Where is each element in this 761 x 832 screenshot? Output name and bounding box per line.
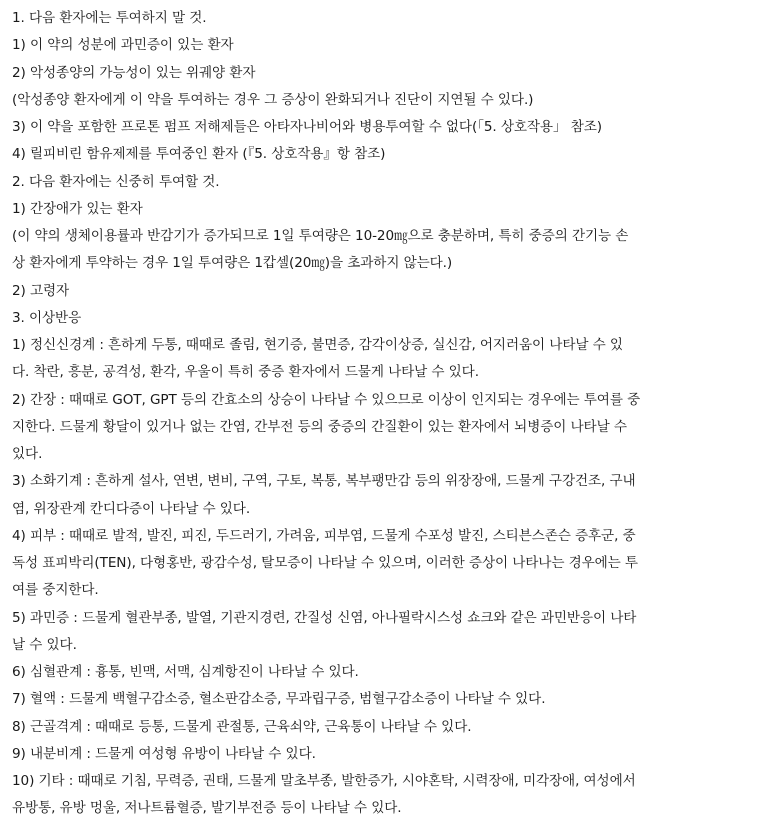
- text-line: 다. 착란, 흥분, 공격성, 환각, 우울이 특히 중증 환자에서 드물게 나타날 수 있다.: [12, 364, 479, 381]
- text-line: 날 수 있다.: [12, 636, 77, 653]
- text-line: 1) 정신신경계 : 흔하게 두통, 때때로 졸림, 현기증, 불면증, 감각이상증, 실신감, 어지러움이 나타날 수 있: [12, 337, 623, 353]
- text-line: 상 환자에게 투약하는 경우 1일 투여량은 1캅셀(20㎎)을 초과하지 않는다.): [12, 255, 453, 272]
- text-line: 3. 이상반응: [12, 309, 82, 326]
- text-line: (악성종양 환자에게 이 약을 투여하는 경우 그 증상이 완화되거나 진단이 지연될 수 있다.): [12, 91, 534, 108]
- text-line: 2. 다음 환자에는 신중히 투여할 것.: [12, 173, 220, 190]
- text-line: 8) 근골격계 : 때때로 등통, 드물게 관절통, 근육쇠약, 근육통이 나타날 수 있다.: [12, 718, 472, 735]
- text-line: 2) 고령자: [12, 282, 70, 299]
- text-line: 여를 중지한다.: [12, 582, 99, 599]
- text-line: 4) 릴피비린 함유제제를 투여중인 환자 (『5. 상호작용』항 참조): [12, 146, 386, 163]
- text-line: 1) 이 약의 성분에 과민증이 있는 환자: [12, 37, 234, 54]
- text-line: (이 약의 생체이용률과 반감기가 증가되므로 1일 투여량은 10-20㎎으로 충분하며, 특히 중증의 간기능 손: [12, 228, 629, 244]
- text-line: 지한다. 드물게 황달이 있거나 없는 간염, 간부전 등의 중증의 간질환이 있는 환자에서 뇌병증이 나타날 수: [12, 418, 627, 435]
- text-line: 3) 소화기계 : 흔하게 설사, 연변, 변비, 구역, 구토, 복통, 복부팽만감 등의 위장장애, 드물게 구강건조, 구내: [12, 473, 636, 490]
- text-line: 10) 기타 : 때때로 기침, 무력증, 권태, 드물게 말초부종, 발한증가, 시야혼탁, 시력장애, 미각장애, 여성에서: [12, 773, 636, 789]
- text-line: 1. 다음 환자에는 투여하지 말 것.: [12, 10, 207, 26]
- text-line: 독성 표피박리(TEN), 다형홍반, 광감수성, 탈모증이 나타날 수 있으며, 이러한 증상이 나타나는 경우에는 투: [12, 555, 638, 571]
- text-line: 1) 간장애가 있는 환자: [12, 200, 143, 217]
- text-line: 유방통, 유방 멍울, 저나트륨혈증, 발기부전증 등이 나타날 수 있다.: [12, 800, 402, 817]
- text-line: 2) 간장 : 때때로 GOT, GPT 등의 간효소의 상승이 나타날 수 있으므로 이상이 인지되는 경우에는 투여를 중: [12, 391, 641, 408]
- text-line: 6) 심혈관계 : 흉통, 빈맥, 서맥, 심계항진이 나타날 수 있다.: [12, 664, 359, 680]
- text-line: 있다.: [12, 446, 43, 462]
- text-line: 염, 위장관계 칸디다증이 나타날 수 있다.: [12, 500, 251, 517]
- text-line: 3) 이 약을 포함한 프로톤 펌프 저해제들은 아타자나비어와 병용투여할 수 없다(「5. 상호작용」 참조): [12, 119, 602, 135]
- text-line: 9) 내분비계 : 드물게 여성형 유방이 나타날 수 있다.: [12, 745, 316, 762]
- text-line: 2) 악성종양의 가능성이 있는 위궤양 환자: [12, 64, 256, 81]
- text-line: 7) 혈액 : 드물게 백혈구감소증, 혈소판감소증, 무과립구증, 범혈구감소증이 나타날 수 있다.: [12, 691, 546, 708]
- text-line: 4) 피부 : 때때로 발적, 발진, 피진, 두드러기, 가려움, 피부염, 드물게 수포성 발진, 스티븐스존슨 증후군, 중: [12, 527, 636, 544]
- text-line: 5) 과민증 : 드물게 혈관부종, 발열, 기관지경련, 간질성 신염, 아나필락시스성 쇼크와 같은 과민반응이 나타: [12, 609, 637, 626]
